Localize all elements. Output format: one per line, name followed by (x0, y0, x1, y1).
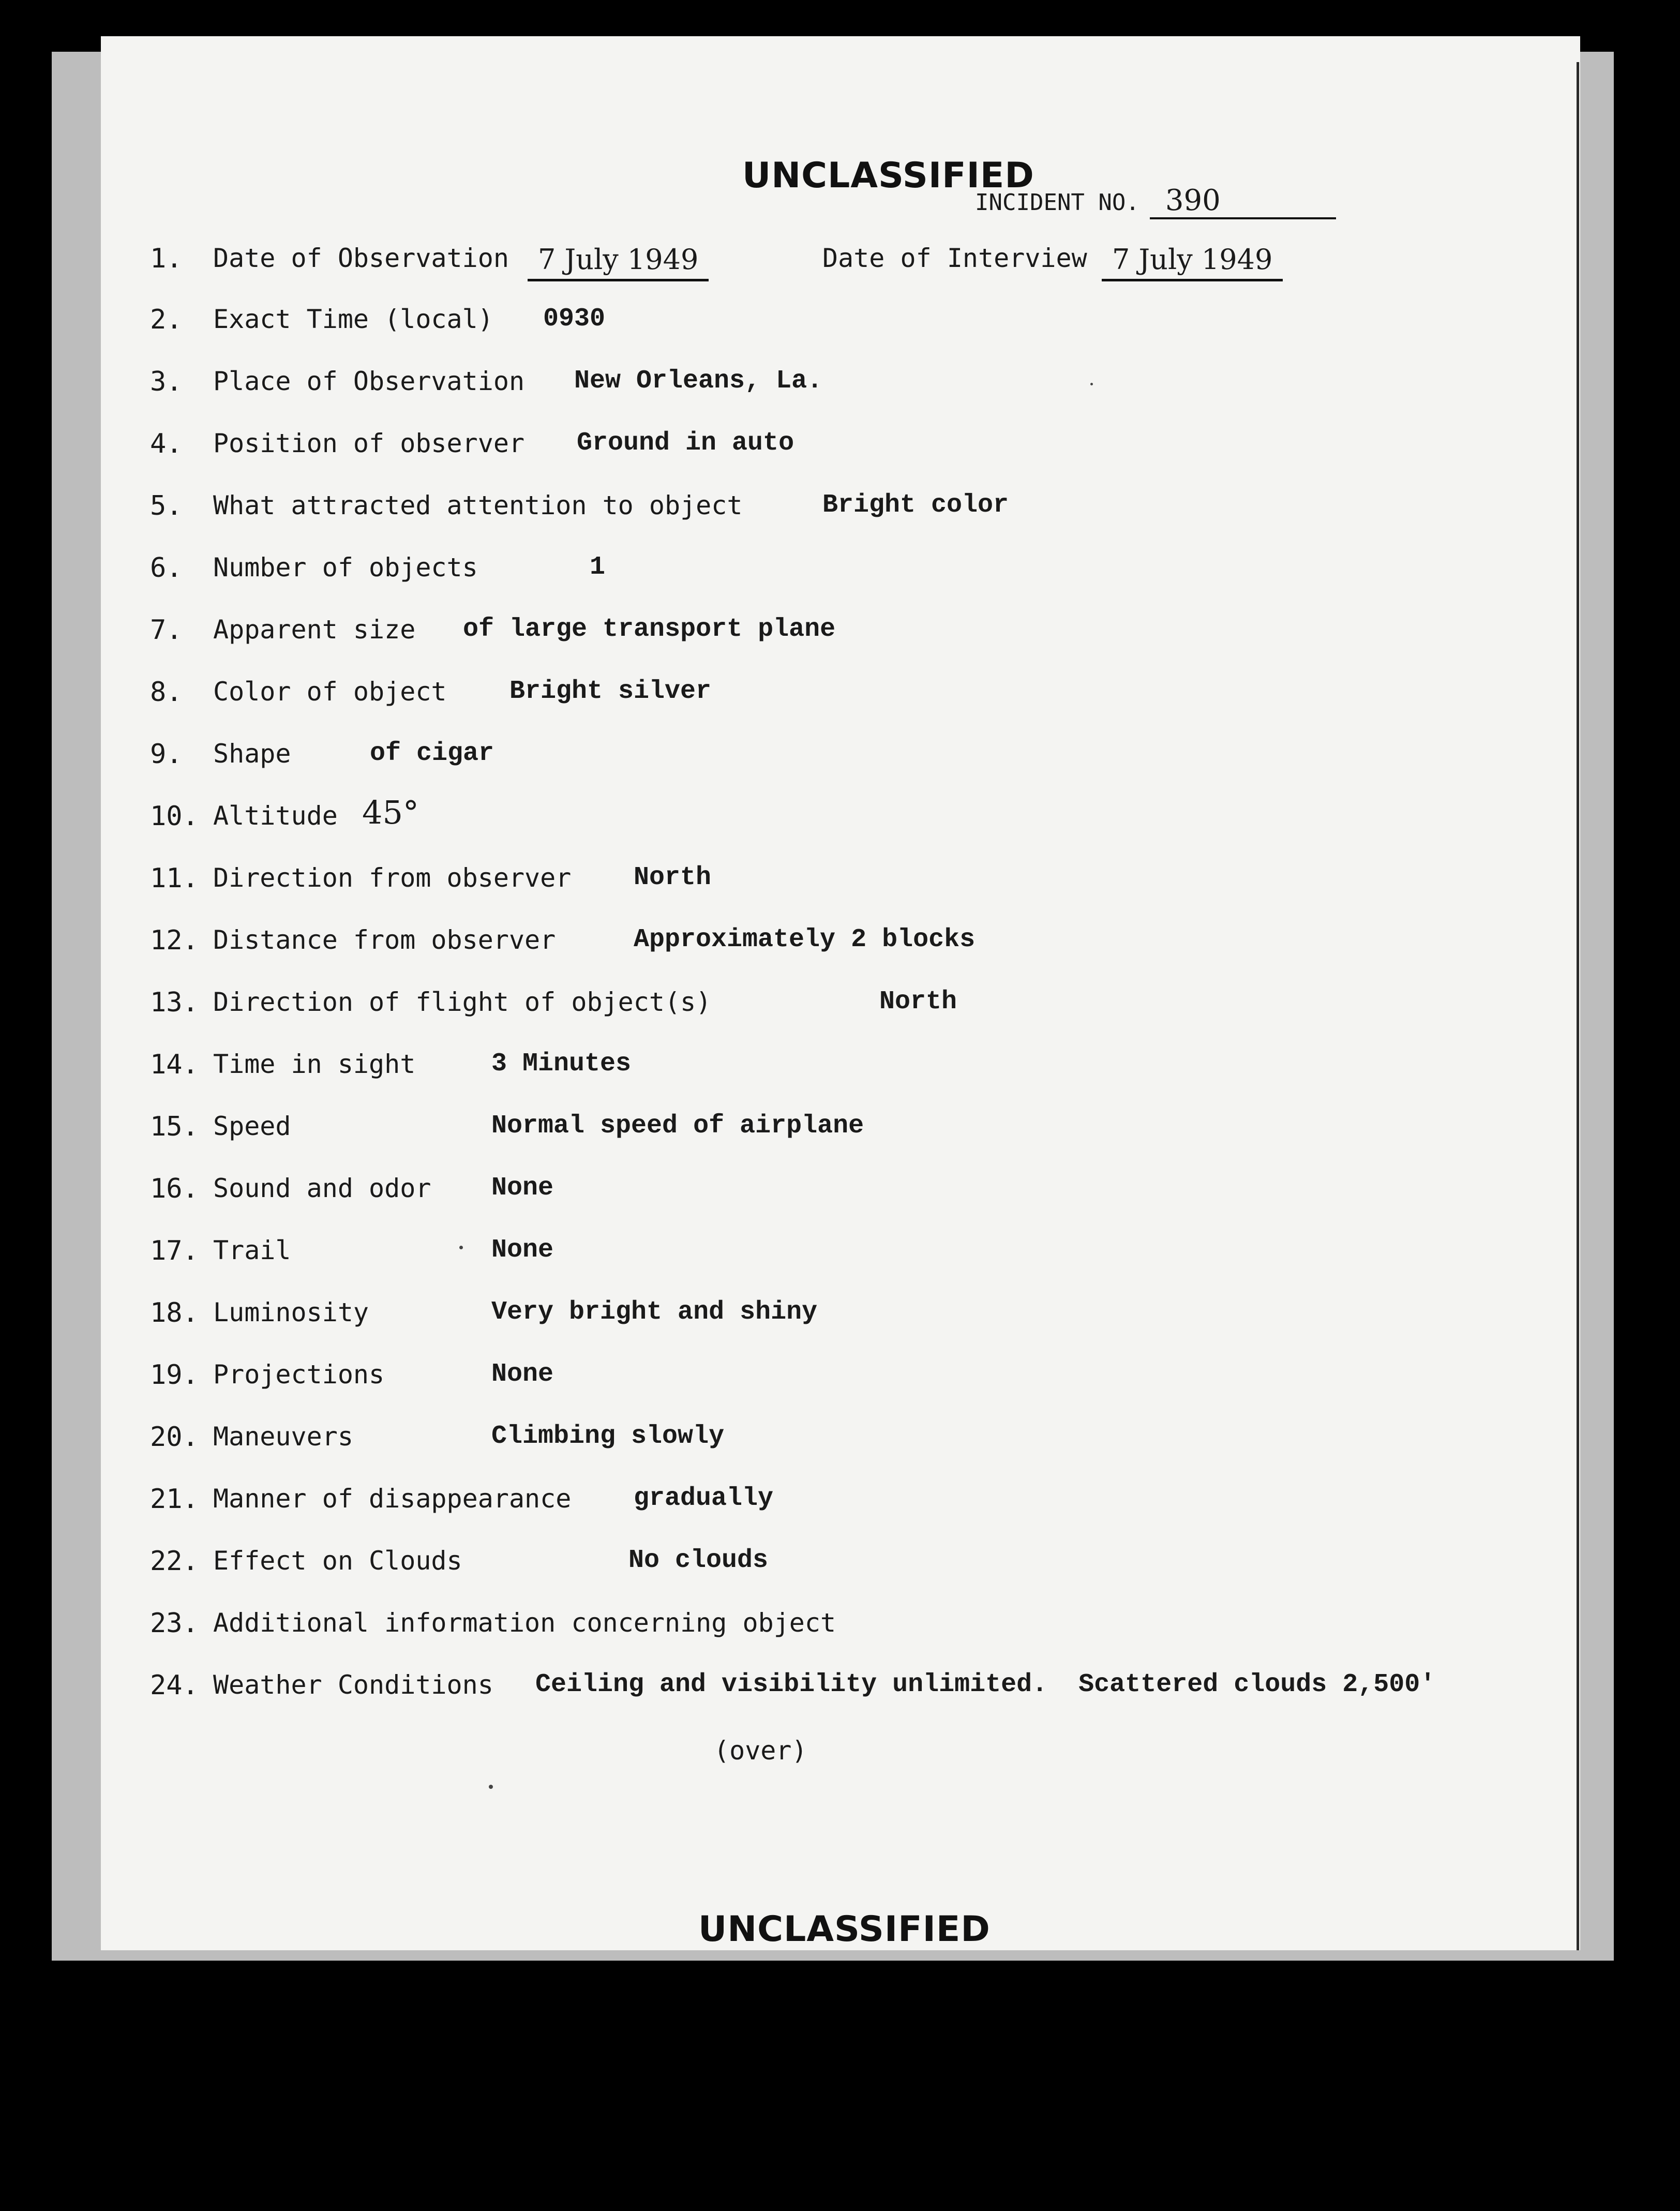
page-edge-line (1577, 62, 1579, 1950)
item-label: Trail (213, 1235, 291, 1265)
item-number: 3. (150, 366, 183, 397)
item-value: North (879, 987, 957, 1017)
item-label: Direction of flight of object(s) (213, 987, 712, 1017)
item-number: 23. (150, 1608, 199, 1639)
item-number: 10. (150, 801, 199, 832)
item-number: 7. (150, 615, 183, 646)
item-label: Time in sight (213, 1049, 416, 1079)
observation-date-value: 7 July 1949 (528, 243, 709, 281)
incident-value: 390 (1150, 184, 1336, 219)
item-label: Projections (213, 1360, 385, 1390)
item-value: New Orleans, La. (574, 366, 823, 396)
item-number: 6. (150, 552, 183, 584)
item-label: Color of object (213, 677, 447, 707)
item-value: Normal speed of airplane (491, 1111, 864, 1141)
item-label: Weather Conditions (213, 1670, 493, 1700)
item-label: Position of observer (213, 428, 525, 458)
item-label: Place of Observation (213, 366, 525, 396)
item-value: Very bright and shiny (491, 1297, 818, 1327)
item-label: Sound and odor (213, 1173, 431, 1203)
classification-stamp-bottom: UNCLASSIFIED (698, 1909, 991, 1950)
item-number: 11. (150, 863, 199, 894)
item-value: Bright silver (509, 677, 712, 706)
item-label: Manner of disappearance (213, 1484, 572, 1514)
scan-speck (489, 1785, 493, 1789)
item-number: 1. (150, 243, 183, 274)
scan-speck (1090, 383, 1093, 385)
item-value: No clouds (628, 1546, 769, 1575)
item-number: 18. (150, 1297, 199, 1328)
item-label: Speed (213, 1111, 291, 1141)
interview-date-value: 7 July 1949 (1102, 243, 1283, 281)
item-value: Ground in auto (577, 428, 794, 458)
item-number: 14. (150, 1049, 199, 1080)
item-number: 5. (150, 490, 183, 521)
item-value: of large transport plane (463, 615, 836, 644)
incident-number (975, 184, 1336, 219)
item-value: None (491, 1360, 554, 1389)
item-number: 8. (150, 677, 183, 708)
item-label: Date of Observation (213, 243, 509, 273)
item-label: Direction from observer (213, 863, 572, 893)
item-value: Ceiling and visibility unlimited. Scattered clouds 2,500' (535, 1670, 1436, 1699)
item-label: Apparent size (213, 615, 416, 645)
item-number: 16. (150, 1173, 199, 1204)
item-label: Number of objects (213, 552, 478, 582)
item-value: gradually (634, 1484, 774, 1513)
classification-stamp-top: UNCLASSIFIED (742, 155, 1034, 196)
item-number: 17. (150, 1235, 199, 1266)
item-value: Approximately 2 blocks (634, 925, 976, 954)
item-label: Shape (213, 739, 291, 769)
item-number: 22. (150, 1546, 199, 1577)
item-label: Altitude (213, 801, 338, 831)
item-number: 12. (150, 925, 199, 956)
item-value: Bright color (822, 490, 1009, 520)
item-number: 9. (150, 739, 183, 770)
item-number: 15. (150, 1111, 199, 1142)
item-number: 13. (150, 987, 199, 1018)
item-value: North (634, 863, 712, 892)
item-label: Effect on Clouds (213, 1546, 462, 1576)
item-value: of cigar (370, 739, 494, 768)
item-value: Climbing slowly (491, 1422, 725, 1451)
item-number: 24. (150, 1670, 199, 1701)
scan-speck (459, 1246, 463, 1249)
item-value: 0930 (543, 304, 606, 334)
item-number: 21. (150, 1484, 199, 1515)
item-label: Distance from observer (213, 925, 556, 955)
item-value: 1 (590, 552, 606, 582)
incident-label: INCIDENT NO. (975, 189, 1139, 216)
item-value: 3 Minutes (491, 1049, 632, 1079)
item-number: 4. (150, 428, 183, 459)
item-number: 19. (150, 1360, 199, 1391)
item-number: 2. (150, 304, 183, 335)
item-label: Additional information concerning object (213, 1608, 836, 1638)
item-value: None (491, 1235, 554, 1265)
over-note: (over) (714, 1736, 807, 1766)
item-label: Luminosity (213, 1297, 369, 1327)
interview-label: Date of Interview (822, 243, 1087, 273)
item-value: 45° (362, 794, 419, 831)
item-number: 20. (150, 1422, 199, 1453)
item-label: Maneuvers (213, 1422, 353, 1452)
item-label: What attracted attention to object (213, 490, 743, 520)
item-value: None (491, 1173, 554, 1203)
item-label: Exact Time (local) (213, 304, 493, 334)
